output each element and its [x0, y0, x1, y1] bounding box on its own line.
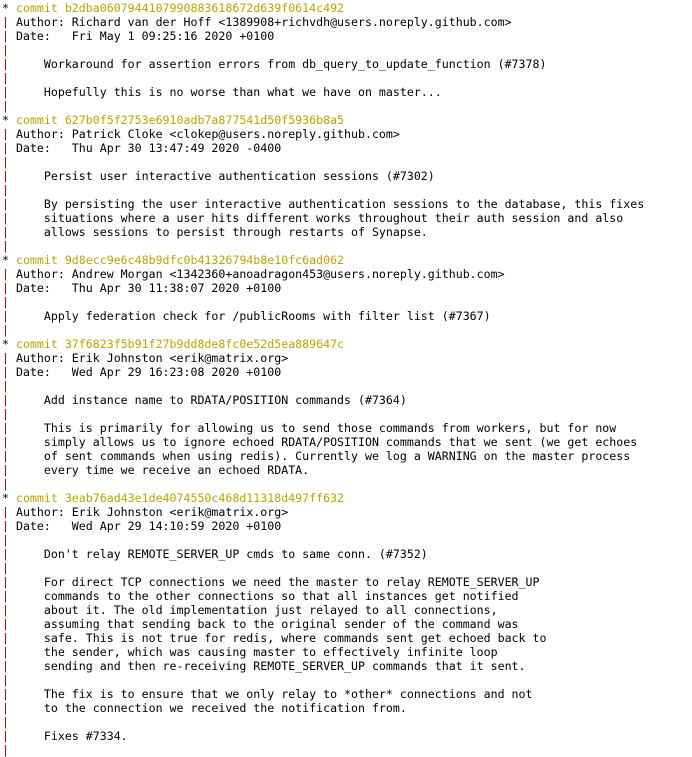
graph-pipe-icon: |	[2, 463, 44, 477]
graph-pipe-icon: |	[2, 29, 16, 43]
log-line	[2, 113, 692, 127]
commit-message-line: Workaround for assertion errors from db_query_to_update_function (#7378)	[43, 57, 547, 71]
commit-message-line: Hopefully this is no worse than what we have on master...	[43, 85, 442, 99]
log-line	[2, 197, 692, 211]
author-line: Author: Andrew Morgan <1342360+anoadragon453@users.noreply.github.com>	[15, 267, 505, 281]
date-line: Date: Thu Apr 30 11:38:07 2020 +0100	[15, 281, 282, 295]
graph-pipe-icon: |	[2, 351, 16, 365]
commit-message-line: Persist user interactive authentication sessions (#7302)	[43, 169, 435, 183]
log-line	[2, 29, 692, 43]
graph-pipe-icon: |	[2, 701, 44, 715]
graph-pipe-icon: |	[2, 267, 16, 281]
log-line	[2, 701, 692, 715]
log-line	[2, 379, 692, 393]
log-line	[2, 575, 692, 589]
log-line	[2, 547, 692, 561]
graph-pipe-icon: |	[2, 715, 9, 729]
commit-message-line: Apply federation check for /publicRooms with filter list (#7367)	[43, 309, 491, 323]
commit-hash: commit 3eab76ad43e1de4074550c468d11318d497ff632	[15, 491, 345, 505]
log-line	[2, 505, 692, 519]
author-line: Author: Erik Johnston <erik@matrix.org>	[15, 505, 289, 519]
git-log-output	[2, 1, 692, 757]
log-line	[2, 561, 692, 575]
commit-message-line: every time we receive an echoed RDATA.	[43, 463, 310, 477]
graph-pipe-icon: |	[2, 673, 9, 687]
graph-pipe-icon: |	[2, 15, 16, 29]
log-line	[2, 463, 692, 477]
commit-message-line: Don't relay REMOTE_SERVER_UP cmds to same conn. (#7352)	[43, 547, 428, 561]
log-line	[2, 407, 692, 421]
graph-pipe-icon: |	[2, 407, 9, 421]
commit-hash: commit 627b0f5f2753e6910adb7a877541d50f5936b8a5	[15, 113, 345, 127]
graph-pipe-icon: |	[2, 645, 44, 659]
graph-pipe-icon: |	[2, 225, 44, 239]
graph-pipe-icon: |	[2, 211, 44, 225]
log-line	[2, 477, 692, 491]
commit-hash: commit 9d8ecc9e6c48b9dfc0b41326794b8e10fc6ad062	[15, 253, 345, 267]
graph-pipe-icon: |	[2, 85, 44, 99]
date-line: Date: Thu Apr 30 13:47:49 2020 -0400	[15, 141, 282, 155]
log-line	[2, 183, 692, 197]
log-line	[2, 323, 692, 337]
graph-pipe-icon: |	[2, 309, 44, 323]
log-line	[2, 617, 692, 631]
commit-hash: commit 37f6823f5b91f27b9dd8de8fc0e52d5ea889647c	[15, 337, 345, 351]
date-line: Date: Fri May 1 09:25:16 2020 +0100	[15, 29, 275, 43]
log-line	[2, 253, 692, 267]
log-line	[2, 57, 692, 71]
log-line	[2, 645, 692, 659]
log-line	[2, 743, 692, 757]
graph-pipe-icon: |	[2, 295, 9, 309]
graph-pipe-icon: |	[2, 57, 44, 71]
log-line	[2, 281, 692, 295]
graph-commit-marker: *	[2, 337, 16, 351]
graph-pipe-icon: |	[2, 505, 16, 519]
commit-hash: commit b2dba0607944107990883618672d639f0614c492	[15, 1, 345, 15]
graph-pipe-icon: |	[2, 393, 44, 407]
graph-pipe-icon: |	[2, 127, 16, 141]
log-line	[2, 589, 692, 603]
graph-pipe-icon: |	[2, 533, 9, 547]
graph-commit-marker: *	[2, 253, 16, 267]
log-line	[2, 85, 692, 99]
graph-pipe-icon: |	[2, 659, 44, 673]
graph-pipe-icon: |	[2, 547, 44, 561]
graph-pipe-icon: |	[2, 435, 44, 449]
graph-pipe-icon: |	[2, 197, 44, 211]
log-line	[2, 365, 692, 379]
graph-pipe-icon: |	[2, 477, 9, 491]
graph-pipe-icon: |	[2, 589, 44, 603]
graph-pipe-icon: |	[2, 43, 9, 57]
commit-message-line: allows sessions to persist through restarts of Synapse.	[43, 225, 428, 239]
log-line	[2, 337, 692, 351]
log-line	[2, 421, 692, 435]
log-line	[2, 393, 692, 407]
graph-pipe-icon: |	[2, 379, 9, 393]
log-line	[2, 631, 692, 645]
log-line	[2, 127, 692, 141]
log-line	[2, 211, 692, 225]
graph-pipe-icon: |	[2, 239, 9, 253]
commit-message-line: the sender, which was causing master to effectively infinite loop	[43, 645, 498, 659]
graph-pipe-icon: |	[2, 729, 44, 743]
log-line	[2, 15, 692, 29]
commit-message-line: Fixes #7334.	[43, 729, 128, 743]
graph-pipe-icon: |	[2, 169, 44, 183]
log-line	[2, 659, 692, 673]
graph-pipe-icon: |	[2, 743, 9, 757]
graph-pipe-icon: |	[2, 519, 16, 533]
log-line	[2, 71, 692, 85]
graph-pipe-icon: |	[2, 603, 44, 617]
graph-pipe-icon: |	[2, 449, 44, 463]
commit-message-line: The fix is to ensure that we only relay to *other* connections and not	[43, 687, 533, 701]
log-line	[2, 435, 692, 449]
graph-pipe-icon: |	[2, 575, 44, 589]
commit-message-line: This is primarily for allowing us to send those commands from workers, but for now	[43, 421, 617, 435]
author-line: Author: Patrick Cloke <clokep@users.noreply.github.com>	[15, 127, 400, 141]
graph-pipe-icon: |	[2, 687, 44, 701]
commit-message-line: commands to the other connections so that all instances get notified	[43, 589, 519, 603]
commit-message-line: simply allows us to ignore echoed RDATA/POSITION commands that we sent (we get echoes	[43, 435, 638, 449]
graph-pipe-icon: |	[2, 71, 9, 85]
log-line	[2, 169, 692, 183]
commit-message-line: of sent commands when using redis). Currently we log a WARNING on the master process	[43, 449, 631, 463]
commit-message-line: safe. This is not true for redis, where commands sent get echoed back to	[43, 631, 547, 645]
log-line	[2, 225, 692, 239]
log-line	[2, 239, 692, 253]
graph-commit-marker: *	[2, 1, 16, 15]
commit-message-line: For direct TCP connections we need the master to relay REMOTE_SERVER_UP	[43, 575, 540, 589]
log-line	[2, 155, 692, 169]
log-line	[2, 449, 692, 463]
date-line: Date: Wed Apr 29 14:10:59 2020 +0100	[15, 519, 282, 533]
graph-commit-marker: *	[2, 491, 16, 505]
author-line: Author: Erik Johnston <erik@matrix.org>	[15, 351, 289, 365]
log-line	[2, 673, 692, 687]
log-line	[2, 267, 692, 281]
log-line	[2, 603, 692, 617]
graph-pipe-icon: |	[2, 155, 9, 169]
graph-pipe-icon: |	[2, 141, 16, 155]
graph-pipe-icon: |	[2, 631, 44, 645]
commit-message-line: assuming that sending back to the original sender of the command was	[43, 617, 519, 631]
graph-pipe-icon: |	[2, 183, 9, 197]
log-line	[2, 519, 692, 533]
graph-pipe-icon: |	[2, 365, 16, 379]
log-line	[2, 141, 692, 155]
commit-message-line: Add instance name to RDATA/POSITION commands (#7364)	[43, 393, 407, 407]
log-line	[2, 1, 692, 15]
date-line: Date: Wed Apr 29 16:23:08 2020 +0100	[15, 365, 282, 379]
log-line	[2, 295, 692, 309]
log-line	[2, 351, 692, 365]
author-line: Author: Richard van der Hoff <1389908+richvdh@users.noreply.github.com>	[15, 15, 512, 29]
commit-message-line: about it. The old implementation just relayed to all connections,	[43, 603, 498, 617]
log-line	[2, 309, 692, 323]
commit-message-line: By persisting the user interactive authentication sessions to the database, this fixes	[43, 197, 645, 211]
graph-pipe-icon: |	[2, 323, 9, 337]
commit-message-line: situations where a user hits different works throughout their auth session and also	[43, 211, 624, 225]
log-line	[2, 99, 692, 113]
log-line	[2, 687, 692, 701]
graph-pipe-icon: |	[2, 617, 44, 631]
log-line	[2, 533, 692, 547]
log-line	[2, 491, 692, 505]
log-line	[2, 729, 692, 743]
commit-message-line: to the connection we received the notification from.	[43, 701, 407, 715]
log-line	[2, 715, 692, 729]
graph-pipe-icon: |	[2, 99, 9, 113]
graph-pipe-icon: |	[2, 561, 9, 575]
commit-message-line: sending and then re-receiving REMOTE_SERVER_UP commands that it sent.	[43, 659, 526, 673]
graph-pipe-icon: |	[2, 281, 16, 295]
log-line	[2, 43, 692, 57]
graph-commit-marker: *	[2, 113, 16, 127]
graph-pipe-icon: |	[2, 421, 44, 435]
